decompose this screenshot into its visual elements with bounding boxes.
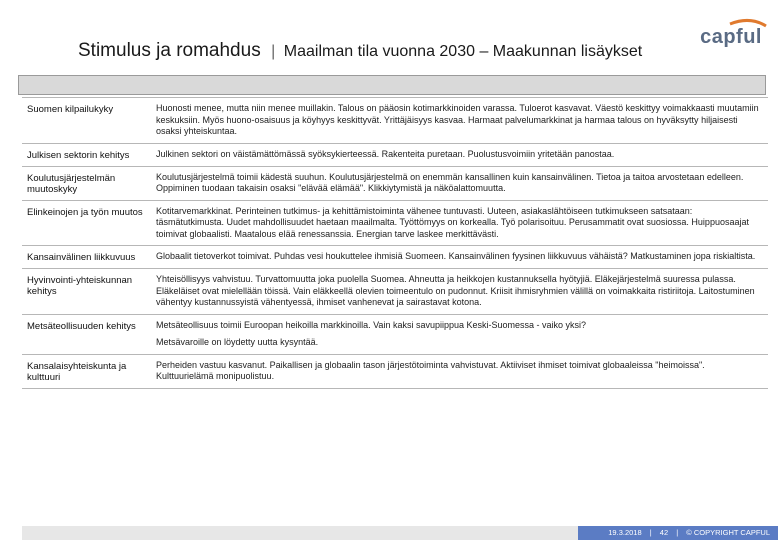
table-row (22, 97, 768, 144)
footer-copyright: © COPYRIGHT CAPFUL (686, 528, 770, 537)
title-subtitle: Maailman tila vuonna 2030 – Maakunnan lisäykset (283, 43, 643, 60)
footer-date: 19.3.2018 (608, 528, 642, 537)
table-row (22, 315, 768, 355)
row-description: Globaalit tietoverkot toimivat. Puhdas vesi houkuttelee ihmisiä Suomeen. Kansainvälinen fyysinen liikkuvuus vähäistä? Matkustaminen jopa riskialtista. (156, 251, 756, 261)
footer-bar (22, 526, 778, 540)
row-label: Kansalaisyhteiskunta ja kulttuuri (27, 360, 127, 383)
table-row (22, 269, 768, 315)
row-description: Metsäteollisuus toimii Euroopan heikoilla markkinoilla. Vain kaksi savupiippua Keski-Suomessa - vaiko yksi? Metsävaroille on löydetty uutta kysyntää. (156, 319, 587, 347)
table-row (22, 355, 768, 389)
row-description: Huonosti menee, mutta niin menee muillakin. Talous on pääosin kotimarkkinoiden varassa. Tuloerot kasvavat. Väestö keskittyy voimakkaasti muutamiin keskuksiin. Myös huono-osaisuus ja köyhyys keskittyvät. Yrittäjäisyys kasvaa. Harmaat palvelumarkkinat ja harmaa talous on hyväksytty hiljaisesti osaksi yhteiskuntaa. (156, 103, 759, 136)
header-band (18, 75, 766, 95)
row-description: Perheiden vastuu kasvanut. Paikallisen ja globaalin tason järjestötoiminta vahvistuvat. Aktiiviset ihmiset toimivat globaaleissa "heimoissa". Kulttuurielämä monipuolistuu. (156, 359, 705, 381)
logo-text: capful (700, 26, 762, 48)
row-label: Elinkeinojen ja työn muutos (27, 206, 143, 218)
row-label: Hyvinvointi-yhteiskunnan kehitys (27, 275, 133, 297)
row-description: Yhteisöllisyys vahvistuu. Turvattomuutta joka puolella Suomea. Ahneutta ja heikkojen kustannuksella hyötyjiä. Eläkejärjestelmä suuressa pulassa. Eläkeläiset ovat mielellään töissä. Vain eläkkeellä olevien toimeentulo on pudonnut. Kriisit ihmisryhmien välillä on voimakkaita ristiriitoja. Laitostuminen vähentyy kustannussyistä vähentyessä, ihmiset vanhenevat ja sairastavat kotona. (156, 274, 755, 307)
title-main: Stimulus ja romahdus (78, 40, 261, 61)
footer-separator: | (676, 528, 679, 537)
title-separator: | (271, 43, 276, 60)
scenario-table (22, 97, 768, 389)
footer-page-number: 42 (659, 528, 669, 537)
row-label: Kansainvälinen liikkuvuus (27, 252, 136, 263)
table-row (22, 246, 768, 269)
footer-separator: | (649, 528, 652, 537)
capful-logo (670, 18, 770, 48)
footer-text (602, 528, 770, 537)
row-description: Kotitarvemarkkinat. Perinteinen tutkimus- ja kehittämistoiminta vähenee tuntuvasti. Uuteen, asiakaslähtöiseen tutkimukseen satsataan: täsmätutkimusta. Uudet mahdollisuudet haetaan maailmalta. Työttömyys on korkealla. Työ polarisoituu. Perusammatit ovat suosiossa. Huippuosaajat toimivat globaalisti. Maatalous elää renessanssia. Energian tarve laskee merkittävästi. (156, 205, 749, 239)
table-row (22, 201, 768, 247)
slide-title (78, 40, 642, 62)
row-label: Koulutusjärjestelmän muutoskyky (27, 172, 116, 195)
row-description: Koulutusjärjestelmä toimii kädestä suuhun. Koulutusjärjestelmä on enemmän kansallinen kuin kansainvälinen. Tietoa ja taitoa arvostetaan edelleen. Oppiminen tuodaan takaisin osaksi "elävää elämää". Klikkiytymistä ja näköalattomuutta. (156, 171, 744, 193)
table-row (22, 167, 768, 201)
row-label: Metsäteollisuuden kehitys (27, 320, 136, 332)
table-row (22, 144, 768, 167)
row-label: Suomen kilpailukyky (27, 104, 114, 115)
row-description: Julkinen sektori on väistämättömässä syöksykierteessä. Rakenteita puretaan. Puolustusvoimiin yritetään panostaa. (156, 148, 615, 159)
row-label: Julkisen sektorin kehitys (27, 149, 130, 161)
